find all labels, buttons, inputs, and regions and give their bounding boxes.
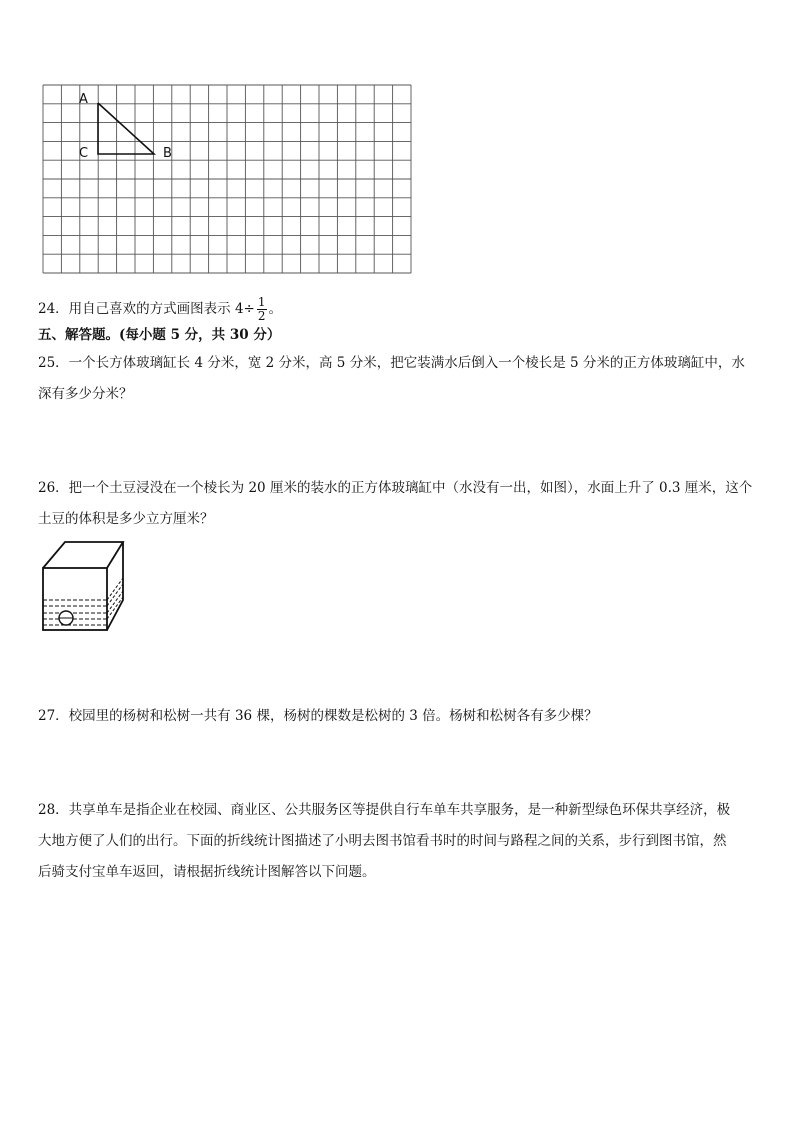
q24-text-end: 。 [268,301,283,317]
fraction-numerator: 1 [257,295,266,309]
q24-text: 24．用自己喜欢的方式画图表示 4÷ [38,301,255,317]
vertex-label-b: B [163,146,172,161]
vertex-label-c: C [79,146,89,161]
section-heading: 五、解答题。(每小题 5 分，共 30 分） [38,327,281,343]
vertex-label-a: A [79,92,88,107]
question-25-line-1: 25．一个长方体玻璃缸长 4 分米，宽 2 分米，高 5 分米，把它装满水后倒入一个棱长是 5 分米的正方体玻璃缸中，水 [38,355,745,371]
question-24 [38,296,758,323]
fraction-denominator: 2 [257,309,266,323]
question-26-line-1: 26．把一个土豆浸没在一个棱长为 20 厘米的装水的正方体玻璃缸中（水没有一出，如图），水面上升了 0.3 厘米，这个 [38,480,753,496]
fraction-one-half [257,296,267,323]
question-25-line-2: 深有多少分米？ [38,386,133,402]
grid-figure [42,84,416,274]
question-26-line-2: 土豆的体积是多少立方厘米？ [38,511,214,527]
question-28-line-2: 大地方便了人们的出行。下面的折线统计图描述了小明去图书馆看书时的时间与路程之间的关系，步行到图书馆，然 [38,833,727,849]
triangle-abc [98,103,154,154]
question-28-line-3: 后骑支付宝单车返回，请根据折线统计图解答以下问题。 [38,864,376,880]
glass-tank-figure [40,538,126,634]
question-27: 27．校园里的杨树和松树一共有 36 棵，杨树的棵数是松树的 3 倍。杨树和松树各有多少棵？ [38,708,598,724]
question-28-line-1: 28．共享单车是指企业在校园、商业区、公共服务区等提供自行车单车共享服务，是一种新型绿色环保共享经济，极 [38,802,731,818]
